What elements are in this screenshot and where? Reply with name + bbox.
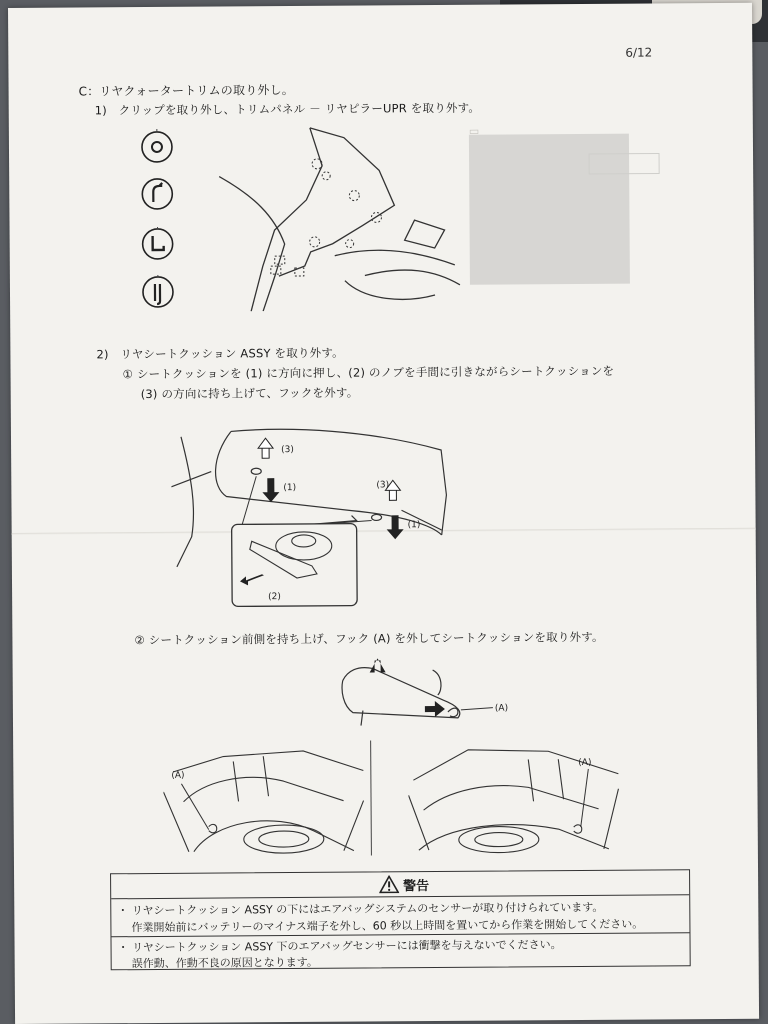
warning-line-1: ・ リヤシートクッション ASSY の下にはエアバッグシステムのセンサーが取り付けられています。: [117, 900, 604, 918]
interior-right-diagram: [408, 739, 624, 855]
section-c-title: C：リヤクォータートリムの取り外し。: [78, 83, 295, 99]
trim-panel-diagram: [214, 125, 465, 312]
page-number: 6/12: [625, 45, 653, 60]
warning-line-2: 作業開始前にバッテリーのマイナス端子を外し、60 秒以上時間を置いてから作業を開始してください。: [131, 917, 644, 935]
section-2-title: 2) リヤシートクッション ASSY を取り外す。: [96, 345, 344, 362]
section-2-step-a-line1: ① シートクッションを (1) に方向に押し、(2) のノブを手間に引きながらシートクッションを: [122, 363, 615, 382]
label-2: (2): [268, 592, 281, 603]
warning-box: [110, 869, 691, 970]
section-2-step-b: ② シートクッション前側を持ち上げ、フック (A) を外してシートクッションを取り外す。: [134, 629, 604, 648]
document-page: 6/12 C：リヤクォータートリムの取り外し。 1) クリップを取り外し、トリムパネル － リヤピラーUPR を取り外す。 ▭ 2) リヤシートクッション ASSY を取り外す。 ① シートクッションを (1) に方向に押し、(2) のノブを手間に引きながらシートクッションを (3) の方向に持ち上げて、フックを外す。 (3) (1) (3) (1) (2) ② シートクッション前側を持ち上げ、フック (A) を外してシートクッションを取り外す。 (A) (A) (A) 警告 ・ リヤシートクッション ASSY の下にはエアバッグシステムのセンサーが取り付けられています。 作業開始前にバッテリーのマイナス端子を外し、60 秒以上時間を置いてから作業を開始してください。 ・ リヤシートクッション ASSY 下のエアバッグセンサーには衝撃を与えないでください。 誤作動、作動不良の原因となります。: [8, 3, 759, 1024]
warning-line-3: ・ リヤシートクッション ASSY 下のエアバッグセンサーには衝撃を与えないでください。: [117, 938, 562, 955]
section-c-step-1: 1) クリップを取り外し、トリムパネル － リヤピラーUPR を取り外す。: [94, 100, 481, 118]
label-hook-a-right: (A): [578, 757, 592, 769]
clip-icons: [137, 127, 182, 317]
show-through-ghost: [449, 113, 670, 315]
clip-icon-1: [142, 132, 172, 162]
label-3-left: (3): [281, 445, 294, 456]
section-2-step-a-line2: (3) の方向に持ち上げて、フックを外す。: [140, 385, 359, 402]
hook-a-diagram: [332, 649, 533, 730]
label-1-right: (1): [407, 520, 421, 531]
label-1-left: (1): [283, 483, 297, 494]
label-3-right: (3): [376, 480, 390, 491]
clip-icon-2: [142, 179, 172, 209]
warning-header: [111, 870, 689, 899]
warning-line-4: 誤作動、作動不良の原因となります。: [131, 955, 318, 971]
figure-divider: [370, 740, 372, 855]
warning-triangle-icon: [379, 875, 399, 893]
interior-left-diagram: [163, 741, 369, 857]
label-hook-a-left: (A): [171, 770, 185, 781]
label-hook-a-top: (A): [494, 703, 509, 714]
clip-icon-4: [143, 277, 173, 307]
warning-title: 警告: [403, 879, 430, 895]
clip-icon-3: [143, 229, 173, 259]
seat-cushion-diagram: [171, 415, 457, 612]
